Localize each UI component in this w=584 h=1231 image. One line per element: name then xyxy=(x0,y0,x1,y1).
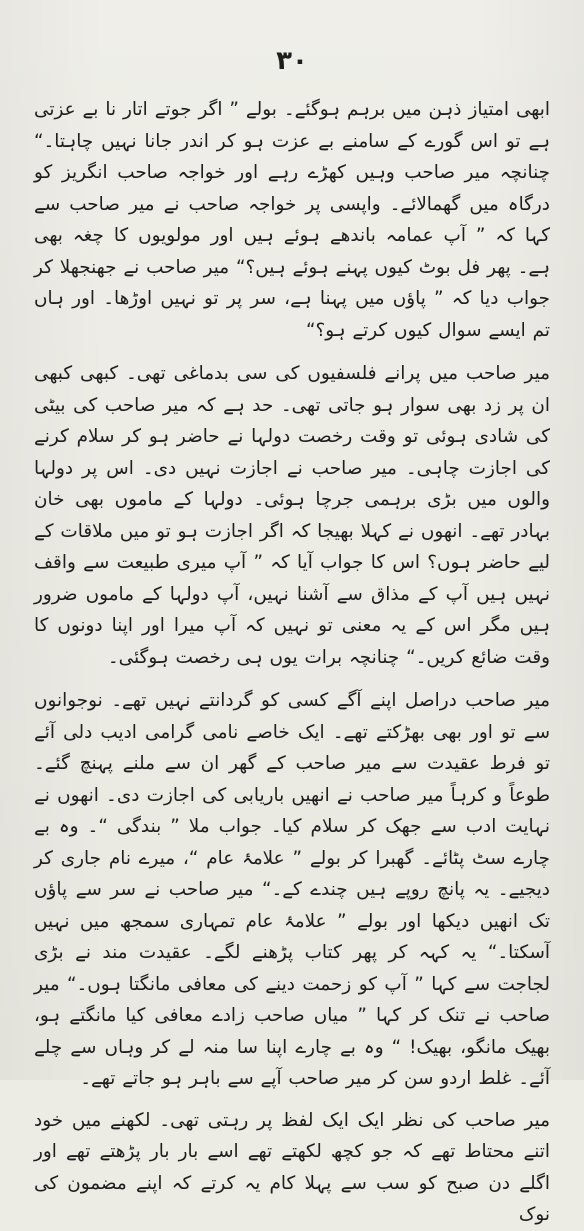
page-number: ۳۰ xyxy=(276,46,308,76)
paragraph-1: ابھی امتیاز ذہن میں برہم ہوگئے۔ بولے ” اگر جوتے اتار نا بے عزتی ہے تو اس گورے کے سامنے بے عزت ہو کر اندر جانا نہیں چاہتا۔“ چنانچہ میر صاحب وہیں کھڑے رہے اور خواجہ صاحب انگریز کو درگاہ میں گھمالائے۔ واپسی پر خواجہ صاحب نے میر صاحب سے کہا کہ ” آپ عمامہ باندھے ہوئے ہیں اور مولویوں کا چغہ بھی ہے۔ پھر فل بوٹ کیوں پہنے ہوئے ہیں؟“ میر صاحب نے جھنجھلا کر جواب دیا کہ ” پاؤں میں پہنا ہے، سر پر تو نہیں اوڑھا۔ اور ہاں تم ایسے سوال کیوں کرتے ہو؟“ xyxy=(34,99,550,341)
paragraph-2: میر صاحب میں پرانے فلسفیوں کی سی بدماغی تھی۔ کبھی کبھی ان پر زد بھی سوار ہو جاتی تھی۔ حد ہے کہ میر صاحب کی بیٹی کی شادی ہوئی تو وقت رخصت دولہا نے حاضر ہو کر سلام کرنے کی اجازت چاہی۔ میر صاحب نے اجازت نہیں دی۔ اس پر دولہا والوں میں بڑی برہمی جرچا ہوئی۔ دولہا کے ماموں بھی خان بہادر تھے۔ انھوں نے کہلا بھیجا کہ اگر اجازت ہو تو میں ملاقات کے لیے حاضر ہوں؟ اس کا جواب آیا کہ ” آپ میری طبیعت سے واقف نہیں ہیں آپ کے مذاق سے آشنا نہیں، آپ دولہا کے ماموں ضرور ہیں مگر اس کے یہ معنی تو نہیں کہ آپ میرا اور اپنا دونوں کا وقت ضائع کریں۔“ چنانچہ برات یوں ہی رخصت ہوگئی۔ xyxy=(34,363,550,668)
paragraph-3: میر صاحب دراصل اپنے آگے کسی کو گردانتے نہیں تھے۔ نوجوانوں سے تو اور بھی بھڑکتے تھے۔ ایک خاصے نامی گرامی ادیب دلی آئے تو فرط عقیدت سے میر صاحب کے گھر ان سے ملنے پہنچ گئے۔ طوعاً و کرہاً میر صاحب نے انھیں باریابی کی اجازت دی۔ انھوں نے نہایت ادب سے جھک کر سلام کیا۔ جواب ملا ” بندگی “۔ وہ بے چارے سٹ پٹائے۔ گھبرا کر بولے ” علامۂ عام “، میرے نام جاری کر دیجیے۔ یہ پانچ روپے ہیں چندے کے۔“ میر صاحب نے سر سے پاؤں تک انھیں دیکھا اور بولے ” علامۂ عام تمہاری سمجھ میں نہیں آسکتا۔“ یہ کہہ کر پھر کتاب پڑھنے لگے۔ عقیدت مند نے بڑی لجاجت سے کہا ” آپ کو زحمت دینے کی معافی مانگتا ہوں۔“ میر صاحب نے تنک کر کہا ” میاں صاحب زادے معافی کیا مانگتے ہو، بھیک مانگو، بھیک! “ وہ بے چارے اپنا سا منہ لے کر وہاں سے چلے آئے۔ غلط اردو سن کر میر صاحب آپے سے باہر ہو جاتے تھے۔ xyxy=(34,690,550,1089)
page-text xyxy=(34,94,550,1231)
paragraph-4: میر صاحب کی نظر ایک ایک لفظ پر رہتی تھی۔ لکھنے میں خود اتنے محتاط تھے کہ جو کچھ لکھتے تھے اسے بار بار پڑھتے تھے اور اگلے دن صبح کو سب سے پہلا کام یہ کرتے کہ اپنے مضمون کی نوک xyxy=(34,1109,550,1225)
